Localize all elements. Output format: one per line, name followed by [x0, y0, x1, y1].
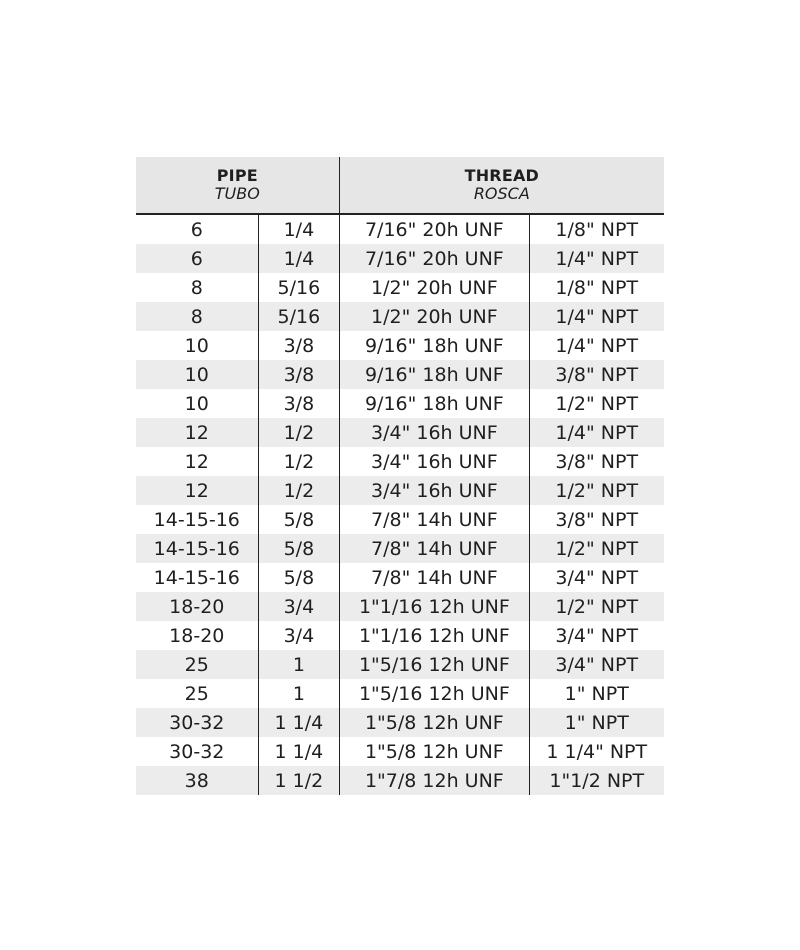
- pipe-size-cell: 18-20: [169, 595, 225, 618]
- thread-npt-cell: 1/2" NPT: [529, 592, 664, 621]
- thread-unf-cell: 1"5/8 12h UNF: [339, 708, 528, 737]
- thread-npt-cell: 3/8" NPT: [529, 505, 664, 534]
- pipe-size-cell: 8: [190, 305, 203, 328]
- thread-npt-cell: 3/8" NPT: [529, 447, 664, 476]
- pipe-inch-cell: 1: [258, 679, 340, 708]
- pipe-size-cell: 25: [184, 682, 209, 705]
- thread-npt-cell: 1" NPT: [529, 679, 664, 708]
- thread-npt-cell: 3/8" NPT: [529, 360, 664, 389]
- pipe-inch-cell: 3/8: [258, 360, 340, 389]
- thread-unf-cell: 9/16" 18h UNF: [339, 331, 528, 360]
- thread-npt-cell: 3/4" NPT: [529, 621, 664, 650]
- thread-unf-cell: 3/4" 16h UNF: [339, 418, 528, 447]
- thread-unf-cell: 7/8" 14h UNF: [339, 505, 528, 534]
- pipe-size-cell: 25: [184, 653, 209, 676]
- thread-unf-cell: 1"1/16 12h UNF: [339, 592, 528, 621]
- pipe-size-cell: 12: [184, 450, 209, 473]
- table-row: [136, 418, 664, 447]
- table-row: [136, 708, 664, 737]
- thread-unf-cell: 1"5/8 12h UNF: [339, 737, 528, 766]
- pipe-inch-cell: 5/16: [258, 302, 340, 331]
- thread-unf-cell: 9/16" 18h UNF: [339, 360, 528, 389]
- thread-unf-cell: 1"5/16 12h UNF: [339, 679, 528, 708]
- thread-unf-cell: 1/2" 20h UNF: [339, 273, 528, 302]
- pipe-size-cell: 14-15-16: [153, 508, 240, 531]
- table-row: [136, 563, 664, 592]
- thread-npt-cell: 1/2" NPT: [529, 534, 664, 563]
- pipe-inch-cell: 1/2: [258, 447, 340, 476]
- thread-unf-cell: 7/16" 20h UNF: [339, 215, 528, 244]
- table-row: [136, 215, 664, 244]
- pipe-size-cell: 14-15-16: [153, 537, 240, 560]
- table-header: [136, 157, 664, 215]
- pipe-size-cell: 18-20: [169, 624, 225, 647]
- table-row: [136, 331, 664, 360]
- table-row: [136, 737, 664, 766]
- thread-npt-cell: 1/4" NPT: [529, 302, 664, 331]
- thread-npt-cell: 1/2" NPT: [529, 389, 664, 418]
- pipe-size-cell: 8: [190, 276, 203, 299]
- thread-unf-cell: 3/4" 16h UNF: [339, 476, 528, 505]
- pipe-inch-cell: 5/8: [258, 563, 340, 592]
- thread-npt-cell: 1/2" NPT: [529, 476, 664, 505]
- thread-npt-cell: 1/8" NPT: [529, 215, 664, 244]
- table-row: [136, 302, 664, 331]
- pipe-size-cell: 30-32: [169, 711, 225, 734]
- thread-unf-cell: 7/8" 14h UNF: [339, 563, 528, 592]
- pipe-inch-cell: 1/4: [258, 244, 340, 273]
- thread-npt-cell: 1/4" NPT: [529, 331, 664, 360]
- table-row: [136, 766, 664, 795]
- pipe-size-cell: 10: [184, 363, 209, 386]
- table-row: [136, 360, 664, 389]
- thread-unf-cell: 9/16" 18h UNF: [339, 389, 528, 418]
- thread-unf-cell: 7/8" 14h UNF: [339, 534, 528, 563]
- thread-npt-cell: 1 1/4" NPT: [529, 737, 664, 766]
- thread-unf-cell: 3/4" 16h UNF: [339, 447, 528, 476]
- thread-unf-cell: 1"7/8 12h UNF: [339, 766, 528, 795]
- pipe-inch-cell: 1/2: [258, 476, 340, 505]
- pipe-size-cell: 10: [184, 392, 209, 415]
- table-row: [136, 244, 664, 273]
- table-row: [136, 476, 664, 505]
- pipe-header-title: PIPE: [216, 166, 258, 185]
- thread-npt-cell: 1" NPT: [529, 708, 664, 737]
- pipe-size-cell: 38: [184, 769, 209, 792]
- thread-npt-cell: 1/8" NPT: [529, 273, 664, 302]
- pipe-size-cell: 12: [184, 479, 209, 502]
- thread-unf-cell: 1"1/16 12h UNF: [339, 621, 528, 650]
- pipe-inch-cell: 1/2: [258, 418, 340, 447]
- pipe-inch-cell: 3/4: [258, 592, 340, 621]
- pipe-inch-cell: 1 1/4: [258, 708, 340, 737]
- thread-header: [339, 157, 664, 213]
- thread-unf-cell: 1/2" 20h UNF: [339, 302, 528, 331]
- table-row: [136, 273, 664, 302]
- pipe-inch-cell: 5/8: [258, 505, 340, 534]
- thread-npt-cell: 1/4" NPT: [529, 244, 664, 273]
- pipe-size-cell: 30-32: [169, 740, 225, 763]
- table-row: [136, 389, 664, 418]
- pipe-header: [136, 157, 339, 213]
- thread-header-title: THREAD: [464, 166, 540, 185]
- thread-npt-cell: 1/4" NPT: [529, 418, 664, 447]
- pipe-size-cell: 6: [190, 247, 203, 270]
- table-row: [136, 592, 664, 621]
- pipe-thread-table: [136, 157, 664, 795]
- table-row: [136, 534, 664, 563]
- thread-npt-cell: 1"1/2 NPT: [529, 766, 664, 795]
- pipe-size-cell: 14-15-16: [153, 566, 240, 589]
- pipe-inch-cell: 1 1/2: [258, 766, 340, 795]
- pipe-inch-cell: 1/4: [258, 215, 340, 244]
- pipe-header-subtitle: TUBO: [214, 184, 260, 203]
- table-row: [136, 621, 664, 650]
- pipe-inch-cell: 3/8: [258, 331, 340, 360]
- thread-npt-cell: 3/4" NPT: [529, 650, 664, 679]
- pipe-inch-cell: 3/8: [258, 389, 340, 418]
- pipe-size-cell: 6: [190, 218, 203, 241]
- pipe-inch-cell: 5/8: [258, 534, 340, 563]
- table-row: [136, 679, 664, 708]
- pipe-inch-cell: 1: [258, 650, 340, 679]
- thread-header-subtitle: ROSCA: [473, 184, 530, 203]
- pipe-inch-cell: 1 1/4: [258, 737, 340, 766]
- table-row: [136, 505, 664, 534]
- table-body: [136, 215, 664, 795]
- table-row: [136, 650, 664, 679]
- pipe-inch-cell: 5/16: [258, 273, 340, 302]
- thread-unf-cell: 1"5/16 12h UNF: [339, 650, 528, 679]
- pipe-inch-cell: 3/4: [258, 621, 340, 650]
- pipe-size-cell: 12: [184, 421, 209, 444]
- thread-npt-cell: 3/4" NPT: [529, 563, 664, 592]
- table-row: [136, 447, 664, 476]
- thread-unf-cell: 7/16" 20h UNF: [339, 244, 528, 273]
- pipe-size-cell: 10: [184, 334, 209, 357]
